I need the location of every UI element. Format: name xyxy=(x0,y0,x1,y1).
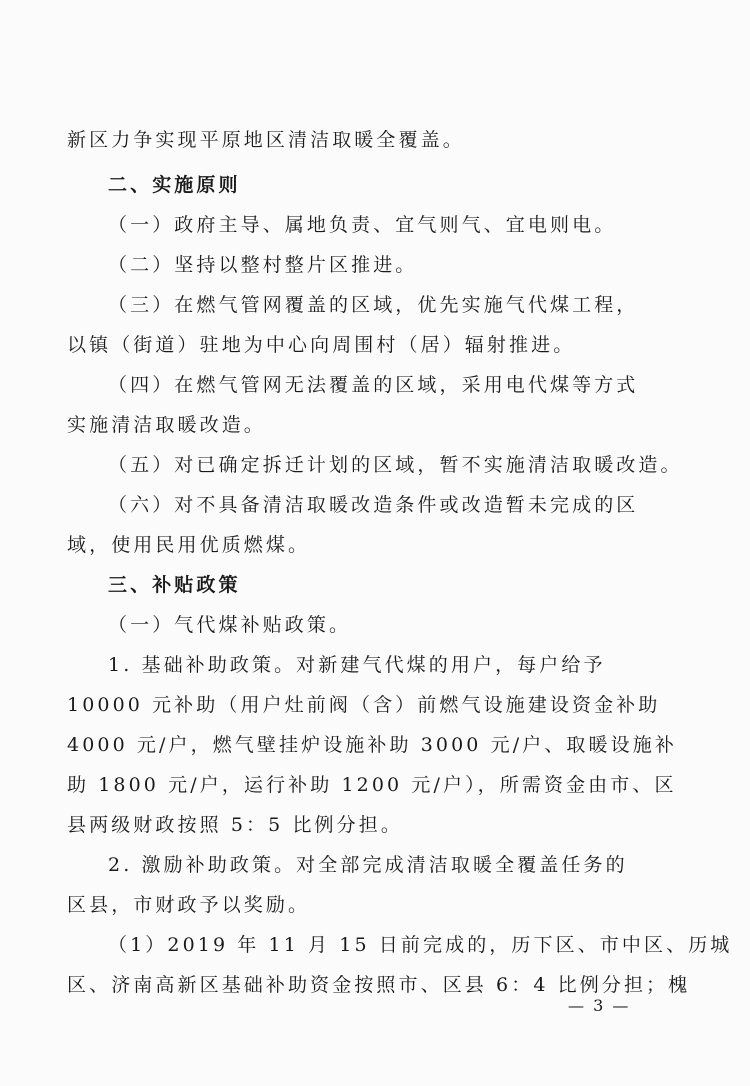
paragraph-line: 区县，市财政予以奖励。 xyxy=(67,894,311,916)
paragraph-line: 区、济南高新区基础补助资金按照市、区县 6：4 比例分担；槐 xyxy=(67,974,691,996)
paragraph-line: 4000 元/户，燃气壁挂炉设施补助 3000 元/户、取暖设施补 xyxy=(67,734,677,756)
principle-item: （四）在燃气管网无法覆盖的区域，采用电代煤等方式 xyxy=(108,374,639,396)
paragraph-line: 域，使用民用优质燃煤。 xyxy=(67,534,311,556)
subsection-heading: （一）气代煤补贴政策。 xyxy=(108,614,352,636)
paragraph-line: 助 1800 元/户，运行补助 1200 元/户），所需资金由市、区 xyxy=(67,774,677,796)
paragraph-line: 以镇（街道）驻地为中心向周围村（居）辐射推进。 xyxy=(67,334,576,356)
principle-item: （六）对不具备清洁取暖改造条件或改造暂未完成的区 xyxy=(108,494,639,516)
section-heading: 三、补贴政策 xyxy=(108,574,241,596)
section-heading: 二、实施原则 xyxy=(108,174,241,196)
paragraph-line: 10000 元补助（用户灶前阀（含）前燃气设施建设资金补助 xyxy=(67,694,661,716)
paragraph-line: 县两级财政按照 5：5 比例分担。 xyxy=(67,814,403,836)
paragraph-line: 2. 激励补助政策。对全部完成清洁取暖全覆盖任务的 xyxy=(108,854,628,876)
paragraph-line: （1）2019 年 11 月 15 日前完成的，历下区、市中区、历城 xyxy=(108,934,733,956)
principle-item: （一）政府主导、属地负责、宜气则气、宜电则电。 xyxy=(108,214,617,236)
principle-item: （三）在燃气管网覆盖的区域，优先实施气代煤工程， xyxy=(108,294,639,316)
paragraph-line: 新区力争实现平原地区清洁取暖全覆盖。 xyxy=(67,129,465,151)
paragraph-line: 实施清洁取暖改造。 xyxy=(67,414,266,436)
principle-item: （二）坚持以整村整片区推进。 xyxy=(108,254,418,276)
page-number: — 3 — xyxy=(568,996,631,1015)
principle-item: （五）对已确定拆迁计划的区域，暂不实施清洁取暖改造。 xyxy=(108,454,683,476)
paragraph-line: 1. 基础补助政策。对新建气代煤的用户，每户给予 xyxy=(108,654,606,676)
